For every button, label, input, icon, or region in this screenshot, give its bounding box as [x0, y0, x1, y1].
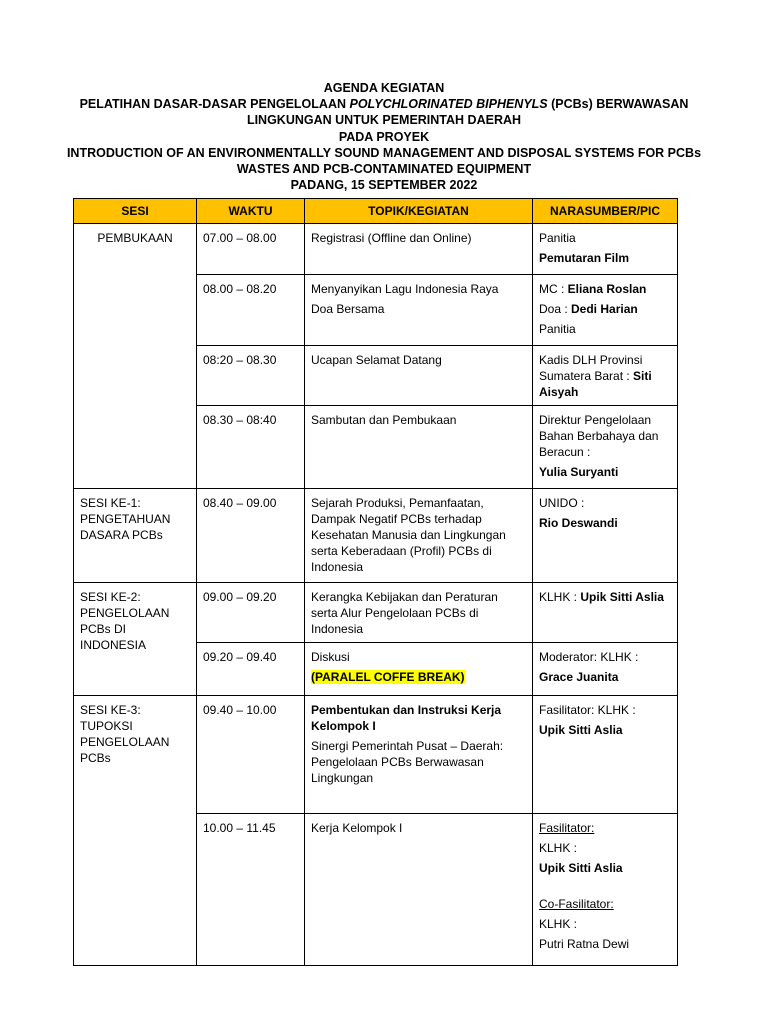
session-line: PENGETAHUAN — [80, 512, 171, 526]
time-cell: 09.20 – 09.40 — [197, 643, 305, 696]
coffee-break-highlight: (PARALEL COFFE BREAK) — [311, 670, 465, 684]
pic-line: Panitia — [539, 322, 576, 336]
time-cell: 10.00 – 11.45 — [197, 814, 305, 966]
session-pembukaan: PEMBUKAAN — [74, 224, 197, 489]
topic-line — [311, 669, 526, 685]
pic-line: Putri Ratna Dewi — [539, 937, 630, 951]
column-header-topik: TOPIK/KEGIATAN — [305, 199, 533, 224]
topic-line: Menyanyikan Lagu Indonesia Raya — [311, 282, 499, 296]
time-cell: 08.00 – 08.20 — [197, 275, 305, 346]
topic-cell: Sejarah Produksi, Pemanfaatan, Dampak Negatif PCBs terhadap Kesehatan Manusia dan Lingkungan serta Keberadaan (Profil) PCBs di Indonesia — [305, 489, 533, 583]
time-cell: 09.40 – 10.00 — [197, 696, 305, 814]
time-cell: 08:20 – 08.30 — [197, 346, 305, 406]
column-header-narasumber: NARASUMBER/PIC — [533, 199, 678, 224]
pic-line: KLHK : — [539, 917, 578, 931]
pic-line: Grace Juanita — [539, 670, 619, 684]
time-cell: 08.40 – 09.00 — [197, 489, 305, 583]
header-training-italic: POLYCHLORINATED BIPHENYLS — [349, 97, 548, 112]
session-line: SESI KE-2: — [80, 590, 141, 604]
pic-line: UNIDO : — [539, 496, 585, 510]
session-line: SESI KE-1: — [80, 496, 141, 510]
header-line6: WASTES AND PCB-CONTAMINATED EQUIPMENT — [236, 162, 532, 177]
pic-cell — [533, 489, 678, 583]
pic-line: Direktur Pengelolaan Bahan Berbahaya dan Beracun : — [539, 413, 659, 459]
header-line3: LINGKUNGAN UNTUK PEMERINTAH DAERAH — [246, 113, 522, 128]
pic-name: Eliana Roslan — [567, 282, 647, 296]
pic-label: KLHK : — [539, 590, 581, 604]
time-cell: 07.00 – 08.00 — [197, 224, 305, 275]
topic-cell — [305, 696, 533, 814]
header-date: PADANG, 15 SEPTEMBER 2022 — [290, 178, 478, 193]
session-line: PENGELOLAAN — [80, 606, 170, 620]
topic-line: Doa Bersama — [311, 302, 385, 316]
pic-line: Moderator: KLHK : — [539, 650, 639, 664]
pic-line: Fasilitator: KLHK : — [539, 703, 636, 717]
pic-cell — [533, 696, 678, 814]
topic-cell: Kerangka Kebijakan dan Peraturan serta Alur Pengelolaan PCBs di Indonesia — [305, 583, 533, 643]
pic-name: Siti Aisyah — [539, 369, 652, 399]
pic-label: Kadis DLH Provinsi Sumatera Barat : — [539, 353, 643, 383]
session-line: SESI KE-3: — [80, 703, 141, 717]
header-line4: PADA PROYEK — [338, 129, 430, 144]
session-line: INDONESIA — [80, 638, 147, 652]
spacer — [539, 880, 671, 896]
agenda-table — [73, 198, 678, 966]
pic-line: Yulia Suryanti — [539, 465, 619, 479]
topic-cell: Kerja Kelompok I — [305, 814, 533, 966]
pic-cell — [533, 224, 678, 275]
pic-label: Doa : — [539, 302, 572, 316]
topic-cell — [305, 275, 533, 346]
session-line: TUPOKSI — [80, 719, 133, 733]
pic-name: Upik Sitti Aslia — [580, 590, 664, 604]
pic-label: MC : — [539, 282, 568, 296]
topic-cell: Sambutan dan Pembukaan — [305, 406, 533, 489]
pic-line — [539, 301, 671, 317]
pic-line: Fasilitator: — [539, 821, 595, 835]
session-sesi-2 — [74, 583, 197, 696]
pic-line: Co-Fasilitator: — [539, 897, 614, 911]
table-row — [74, 696, 678, 814]
header-training-title — [40, 96, 728, 112]
pic-line: Pemutaran Film — [539, 251, 630, 265]
session-line: PENGELOLAAN — [80, 735, 170, 749]
column-header-sesi: SESI — [74, 199, 197, 224]
topic-cell: Ucapan Selamat Datang — [305, 346, 533, 406]
table-row — [74, 489, 678, 583]
time-cell: 08.30 – 08:40 — [197, 406, 305, 489]
pic-cell — [533, 583, 678, 643]
header-training-post: (PCBs) BERWAWASAN — [547, 97, 689, 112]
header-title: AGENDA KEGIATAN — [323, 81, 445, 95]
column-header-waktu: WAKTU — [197, 199, 305, 224]
topic-cell — [305, 643, 533, 696]
topic-cell: Registrasi (Offline dan Online) — [305, 224, 533, 275]
pic-line: KLHK : — [539, 841, 578, 855]
topic-line: Diskusi — [311, 650, 350, 664]
pic-cell — [533, 275, 678, 346]
pic-line: Panitia — [539, 231, 576, 245]
session-sesi-1 — [74, 489, 197, 583]
session-sesi-3 — [74, 696, 197, 966]
session-line: PCBs DI — [80, 622, 127, 636]
pic-line: Upik Sitti Aslia — [539, 861, 623, 875]
pic-line — [539, 281, 671, 297]
session-line: DASARA PCBs — [80, 528, 163, 542]
pic-name: Dedi Harian — [571, 302, 638, 316]
pic-cell — [533, 814, 678, 966]
header-training-pre: PELATIHAN DASAR-DASAR PENGELOLAAN — [79, 97, 350, 112]
table-header-row — [74, 199, 678, 224]
pic-line: Upik Sitti Aslia — [539, 723, 623, 737]
pic-cell — [533, 406, 678, 489]
time-cell: 09.00 – 09.20 — [197, 583, 305, 643]
pic-line: Rio Deswandi — [539, 516, 618, 530]
table-row — [74, 224, 678, 275]
table-row — [74, 583, 678, 643]
pic-cell — [533, 346, 678, 406]
topic-line: Pembentukan dan Instruksi Kerja Kelompok I — [311, 703, 502, 733]
pic-cell — [533, 643, 678, 696]
document-header — [40, 80, 728, 193]
header-project-title: INTRODUCTION OF AN ENVIRONMENTALLY SOUND MANAGEMENT AND DISPOSAL SYSTEMS FOR PCBs — [66, 145, 702, 160]
topic-line: Sinergi Pemerintah Pusat – Daerah: Pengelolaan PCBs Berwawasan Lingkungan — [311, 739, 504, 785]
session-line: PCBs — [80, 751, 111, 765]
